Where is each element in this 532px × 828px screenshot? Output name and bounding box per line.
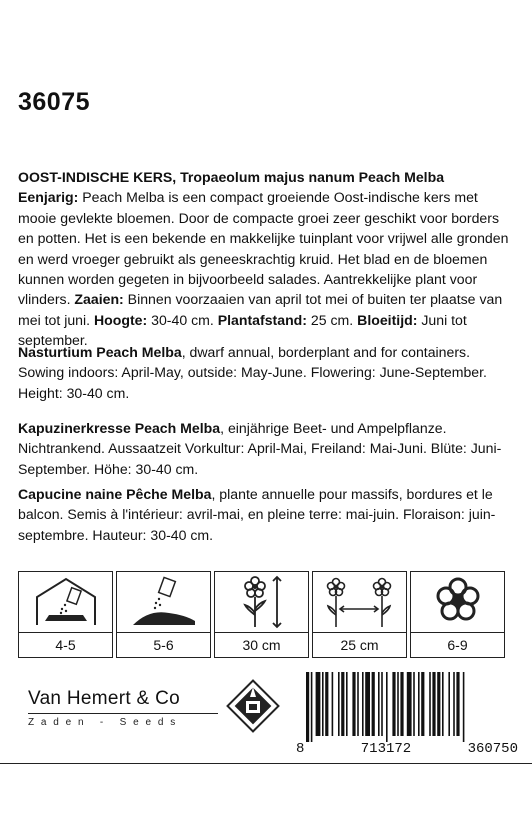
icon-cell-height: [214, 571, 309, 658]
dutch-lead: Eenjarig:: [18, 189, 79, 206]
icon-cell-spacing: [312, 571, 407, 658]
barcode-digit-group-2: 360750: [467, 741, 518, 757]
icon-label-outdoor: 5-6: [153, 637, 174, 653]
brand-block: [28, 688, 218, 728]
icon-cell-outdoor: [116, 571, 211, 658]
icon-label-height: 30 cm: [242, 637, 281, 653]
icon-label-spacing: 25 cm: [340, 637, 379, 653]
growing-icons-row: [18, 571, 505, 658]
barcode-digit-group-1: 713172: [360, 741, 412, 757]
icon-label-flowering: 6-9: [447, 637, 468, 653]
dutch-title: OOST-INDISCHE KERS, Tropaeolum majus nanum Peach Melba: [18, 169, 445, 185]
plant-spacing-icon: [320, 575, 400, 629]
english-name: Nasturtium Peach Melba: [18, 344, 182, 360]
french-name: Capucine naine Pêche Melba: [18, 486, 212, 502]
flowering-icon: [428, 575, 488, 629]
barcode-icon: [296, 672, 518, 742]
barcode-digit-prefix: 8: [296, 741, 305, 757]
description-english: Nasturtium Peach Melba, dwarf annual, borderplant and for containers. Sowing indoors: April-May, outside: May-June. Flowering: June-September. Height: 30-40 cm.: [18, 344, 487, 401]
brand-name: Van Hemert & Co: [28, 688, 218, 714]
icon-cell-flowering: [410, 571, 505, 658]
brand-tagline: Zaden - Seeds: [28, 717, 182, 728]
outdoor-sowing-icon: [129, 575, 199, 629]
icon-cell-greenhouse: [18, 571, 113, 658]
greenhouse-sowing-icon: [31, 575, 101, 629]
german-name: Kapuzinerkresse Peach Melba: [18, 420, 221, 436]
bottom-divider: [0, 763, 532, 764]
plant-height-icon: [227, 575, 297, 629]
description-dutch: OOST-INDISCHE KERS, Tropaeolum majus nanum Peach Melba Eenjarig: Peach Melba is een compact groeiende Oost-indische kers met mooie gevlekte bloemen. Door de compacte groei zeer geschikt voor borders en potten. Het is een bekende en makkelijke tuinplant voor vrijwel alle gronden en werd vroeger gebruikt als geneeskrachtig kruid. Het blad en de bloemen kunnen worden gegeten in bijvoorbeeld salades. Aantrekkelijke plant voor vlinders. Zaaien: Binnen voorzaaien van april tot mei of buiten ter plaatse van mei tot juni. Hoogte: 30-40 cm. Plantafstand: 25 cm. Bloeitijd: Juni tot september.: [18, 169, 509, 349]
description-french: Capucine naine Pêche Melba, plante annuelle pour massifs, bordures et le balcon. Semis à l'intérieur: avril-mai, en pleine terre: mai-juin. Floraison: juin-septembre. Hauteur: 30-40 cm.: [18, 486, 496, 543]
icon-label-greenhouse: 4-5: [55, 637, 76, 653]
description-german: Kapuzinerkresse Peach Melba, einjährige Beet- und Ampelpflanze. Nichtrankend. Aussaatzeit Vorkultur: April-Mai, Freiland: Mai-Juni. Blüte: Juni-September. Höhe: 30-40 cm.: [18, 420, 502, 477]
article-number: 36075: [18, 88, 91, 116]
barcode-digits: [296, 741, 518, 757]
brand-logo-icon: [222, 675, 284, 737]
